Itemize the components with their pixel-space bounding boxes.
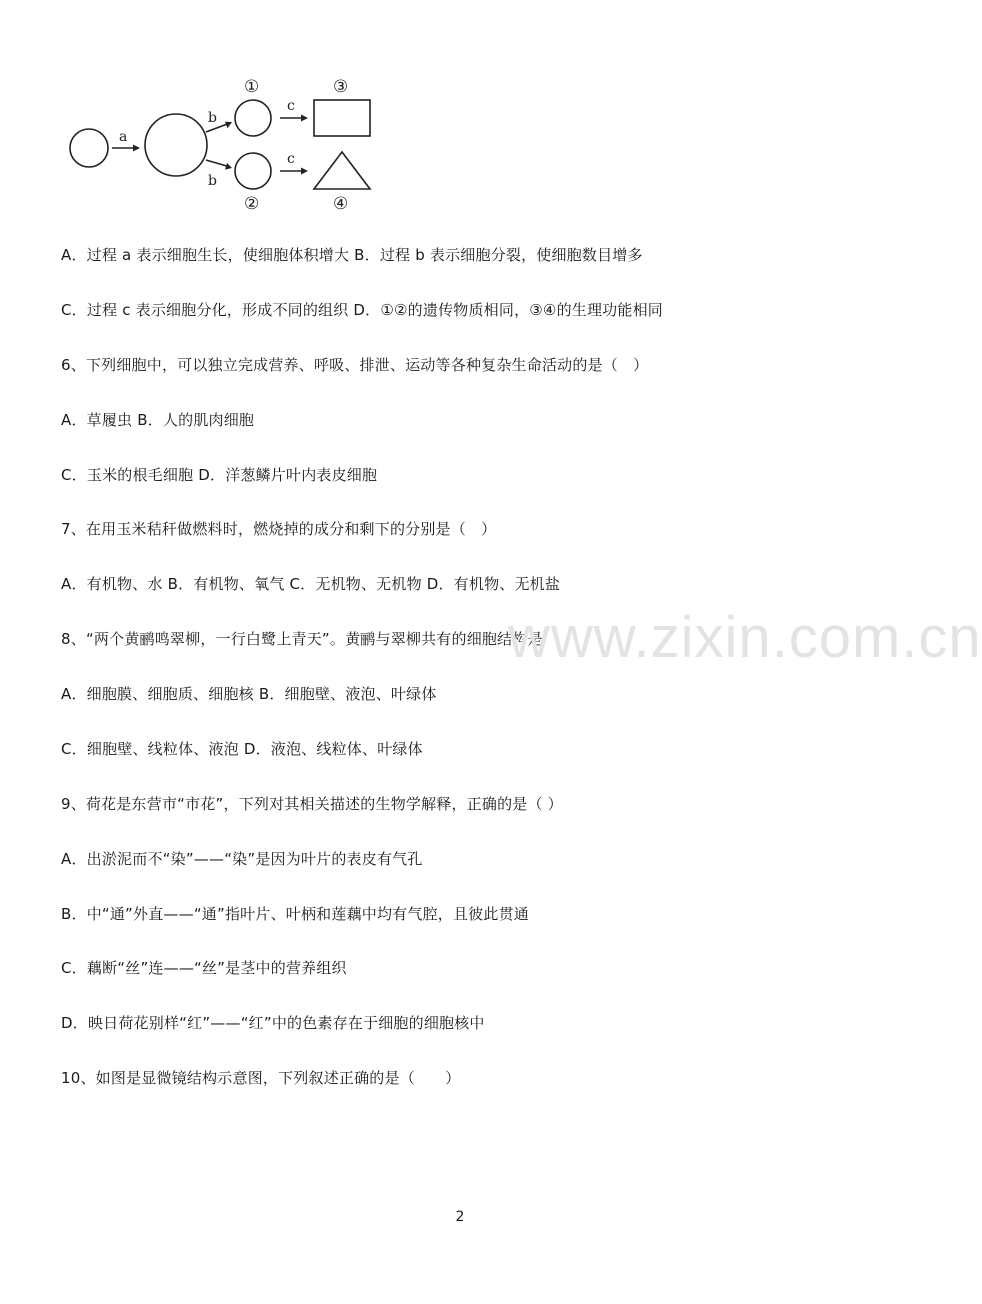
label-b-bottom: b: [208, 173, 217, 189]
text-line: A．过程 a 表示细胞生长，使细胞体积增大 B．过程 b 表示细胞分裂，使细胞数目增多: [61, 246, 643, 264]
tissue-triangle-4: [314, 152, 370, 189]
divided-cell-2: [235, 153, 271, 189]
mark-2: ②: [244, 194, 260, 214]
watermark: www.zixin.com.cn: [508, 605, 982, 670]
label-c-bottom: c: [287, 151, 295, 167]
label-b-top: b: [208, 110, 217, 126]
cell-process-diagram: [60, 72, 390, 220]
text-line: A．细胞膜、细胞质、细胞核 B．细胞壁、液泡、叶绿体: [61, 685, 437, 703]
label-c-top: c: [287, 98, 295, 114]
original-cell: [70, 129, 108, 167]
question-10: 10、如图是显微镜结构示意图，下列叙述正确的是（ ）: [61, 1069, 461, 1087]
mark-1: ①: [244, 77, 260, 97]
text-line: B．中“通”外直——“通”指叶片、叶柄和莲藕中均有气腔，且彼此贯通: [61, 905, 529, 923]
text-line: C．细胞壁、线粒体、液泡 D．液泡、线粒体、叶绿体: [61, 740, 423, 758]
text-line: D．映日荷花别样“红”——“红”中的色素存在于细胞的细胞核中: [61, 1014, 485, 1032]
page-number: 2: [455, 1209, 465, 1225]
text-line: A．草履虫 B．人的肌肉细胞: [61, 411, 255, 429]
question-8: 8、“两个黄鹂鸣翠柳，一行白鹭上青天”。黄鹂与翠柳共有的细胞结构是: [61, 630, 543, 648]
text-line: A．出淤泥而不“染”——“染”是因为叶片的表皮有气孔: [61, 850, 423, 868]
divided-cell-1: [235, 100, 271, 136]
text-line: A．有机物、水 B．有机物、氧气 C．无机物、无机物 D．有机物、无机盐: [61, 575, 561, 593]
text-line: C．藕断“丝”连——“丝”是茎中的营养组织: [61, 959, 347, 977]
mark-3: ③: [333, 77, 349, 97]
grown-cell: [145, 114, 207, 176]
label-a: a: [119, 129, 128, 145]
question-6: 6、下列细胞中，可以独立完成营养、呼吸、排泄、运动等各种复杂生命活动的是（ ）: [61, 356, 649, 374]
tissue-square-3: [314, 100, 370, 136]
text-line: C．玉米的根毛细胞 D．洋葱鳞片叶内表皮细胞: [61, 466, 378, 484]
mark-4: ④: [333, 194, 349, 214]
text-line: C．过程 c 表示细胞分化，形成不同的组织 D．①②的遗传物质相同，③④的生理功能相同: [61, 301, 663, 319]
question-7: 7、在用玉米秸秆做燃料时，燃烧掉的成分和剩下的分别是（ ）: [61, 520, 497, 538]
question-9: 9、荷花是东营市“市花”，下列对其相关描述的生物学解释，正确的是（ ）: [61, 795, 563, 813]
